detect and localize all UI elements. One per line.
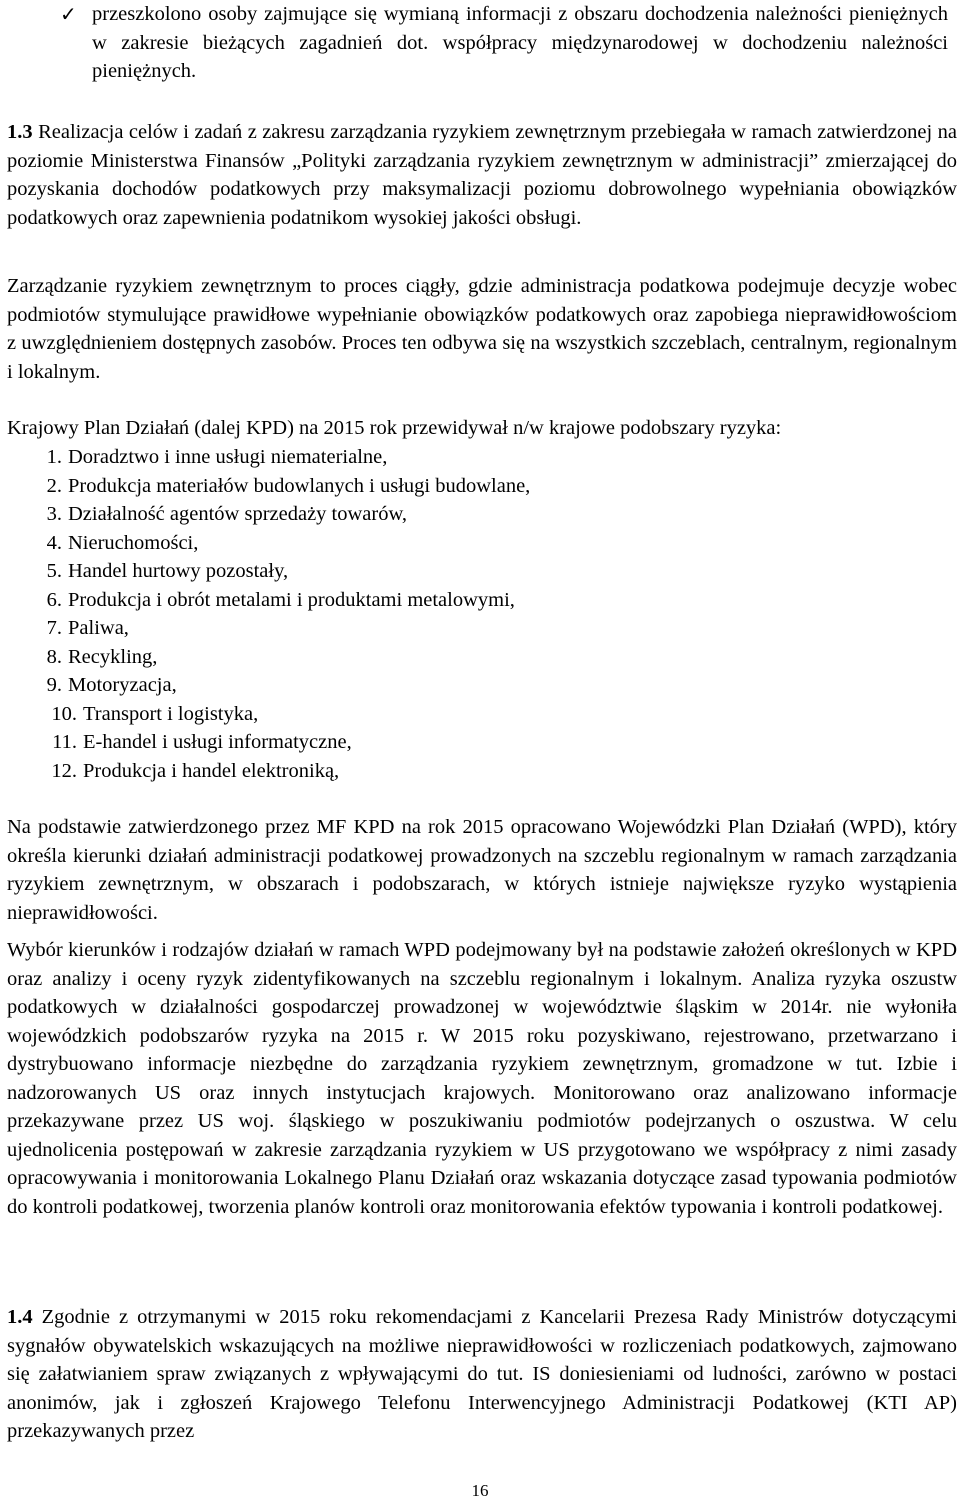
- list-item-number: 1.: [46, 446, 62, 468]
- list-item-number: 12.: [51, 759, 77, 782]
- list-item-text: Doradztwo i inne usługi niematerialne,: [68, 446, 388, 468]
- section-1-4: [7, 1303, 957, 1446]
- list-item-number: 5.: [46, 560, 62, 582]
- wpd-paragraph-block: [7, 813, 957, 927]
- list-item: [7, 472, 947, 501]
- list-item-number: 8.: [46, 645, 62, 668]
- page-number: 16: [471, 1481, 489, 1500]
- choice-paragraph: Wybór kierunków i rodzajów działań w ramach WPD podejmowany był na podstawie założeń określonych w KPD oraz analizy i oceny ryzyk zidentyfikowanych na szczeblu regionalnym i lokalnym. Analiza ryzyka oszustw podatkowych w działalności gospodarczej prowadzonej w województwie śląskim w 2014r. nie wyłoniła wojewódzkich podobszarów ryzyka na 2015 r. W 2015 roku pozyskiwano, rejestrowano, przetwarzano i dystrybuowano informacje niezbędne do zarządzania ryzykiem zewnętrznym, gromadzone w tut. Izbie i nadzorowanych US oraz innych instytucjach krajowych. Monitorowano oraz analizowano informacje przekazywane przez US woj. śląskiego w poszukiwaniu podmiotów podejrzanych o oszustwa. W celu ujednolicenia postępowań w zakresie zarządzania ryzykiem w US przygotowano we współpracy z nimi zasady opracowywania i monitorowania Lokalnego Planu Działań oraz wskazania dotyczące zasad typowania podmiotów do kontroli podatkowej, tworzenia planów kontroli oraz monitorowania efektów typowania i kontroli podatkowej.: [7, 939, 957, 1218]
- list-item: [7, 700, 947, 729]
- risk-paragraph: Zarządzanie ryzykiem zewnętrznym to proces ciągły, gdzie administracja podatkowa podejmuje decyzje wobec podmiotów stymulujące prawidłowe wypełnianie obowiązków podatkowych oraz zapobiega nieprawidłowościom z uwzględnieniem dostępnych zasobów. Proces ten odbywa się na wszystkich szczeblach, centralnym, regionalnym i lokalnym.: [7, 275, 957, 383]
- section-1-3-paragraph: [7, 118, 957, 232]
- risk-paragraph-block: [7, 272, 957, 386]
- list-item: [7, 643, 947, 672]
- list-item: [7, 614, 947, 643]
- section-1-3: [7, 118, 957, 232]
- choice-paragraph-block: [7, 936, 957, 1221]
- list-item-number: 11.: [52, 731, 77, 753]
- section-text: Realizacja celów i zadań z zakresu zarządzania ryzykiem zewnętrznym przebiegała w ramach zatwierdzonej na poziomie Ministerstwa Finansów „Polityki zarządzania ryzykiem zewnętrznym w administracji” zmierzającej do pozyskania dochodów podatkowych przy maksymalizacji poziomu dobrowolnego wypełniania obowiązków podatkowych oraz zapewnienia podatnikom wysokiej jakości obsługi.: [7, 121, 957, 229]
- list-item: [7, 500, 947, 529]
- checkmark-icon: ✓: [60, 2, 77, 26]
- list-item-text: Recykling,: [68, 645, 158, 668]
- wpd-paragraph: Na podstawie zatwierdzonego przez MF KPD na rok 2015 opracowano Wojewódzki Plan Działań (WPD), który określa kierunki działań administracji podatkowej prowadzonych na szczeblu regionalnym w ramach zarządzania ryzykiem zewnętrznym, w obszarach i podobszarach, w których istnieje największe ryzyko wystąpienia nieprawidłowości.: [7, 816, 957, 924]
- section-text: Zgodnie z otrzymanymi w 2015 roku rekomendacjami z Kancelarii Prezesa Rady Ministrów dotyczącymi sygnałów obywatelskich wskazujących na możliwe nieprawidłowości w rozliczeniach podatkowych, zajmowano się załatwianiem spraw związanych z wpływającymi do tut. IS doniesieniami od ludności, zarówno w postaci anonimów, jak i zgłoszeń Krajowego Telefonu Interwencyjnego Administracji Podatkowej (KTI AP) przekazywanych przez: [7, 1306, 957, 1442]
- list-item-number: 6.: [46, 588, 62, 611]
- list-item-number: 7.: [46, 617, 62, 639]
- kpd-intro: Krajowy Plan Działań (dalej KPD) na 2015 rok przewidywał n/w krajowe podobszary ryzyka:: [7, 417, 782, 439]
- list-item: [7, 443, 947, 472]
- section-number: 1.4: [7, 1306, 33, 1328]
- check-item-text: przeszkolono osoby zajmujące się wymianą informacji z obszaru dochodzenia należności pieniężnych w zakresie bieżących zagadnień dot. współpracy międzynarodowej w dochodzeniu należności pieniężnych.: [92, 3, 948, 82]
- check-list-item: [0, 0, 948, 86]
- list-item-text: Działalność agentów sprzedaży towarów,: [68, 503, 408, 525]
- section-number: 1.3: [7, 121, 33, 143]
- list-item-number: 4.: [46, 531, 62, 554]
- kpd-intro-block: [7, 414, 957, 443]
- list-item-text: Nieruchomości,: [68, 531, 199, 554]
- list-item-text: Produkcja i obrót metalami i produktami metalowymi,: [68, 588, 515, 611]
- section-1-4-paragraph: [7, 1303, 957, 1446]
- list-item-text: Transport i logistyka,: [83, 702, 259, 725]
- list-item-number: 10.: [51, 702, 77, 725]
- list-item: [7, 557, 947, 586]
- list-item-text: Produkcja i handel elektroniką,: [83, 759, 340, 782]
- list-item-text: Paliwa,: [68, 617, 129, 639]
- list-item-text: Motoryzacja,: [68, 674, 177, 696]
- list-item-number: 9.: [46, 674, 62, 696]
- list-item-text: Handel hurtowy pozostały,: [68, 560, 289, 582]
- list-item-number: 3.: [46, 503, 62, 525]
- kpd-risk-list: [7, 443, 947, 785]
- list-item: [7, 728, 947, 757]
- list-item: [7, 586, 947, 615]
- list-item: [7, 671, 947, 700]
- list-item-text: E-handel i usługi informatyczne,: [83, 731, 352, 753]
- list-item: [7, 757, 947, 786]
- list-item: [7, 529, 947, 558]
- list-item-text: Produkcja materiałów budowlanych i usługi budowlane,: [68, 474, 531, 497]
- list-item-number: 2.: [46, 474, 62, 497]
